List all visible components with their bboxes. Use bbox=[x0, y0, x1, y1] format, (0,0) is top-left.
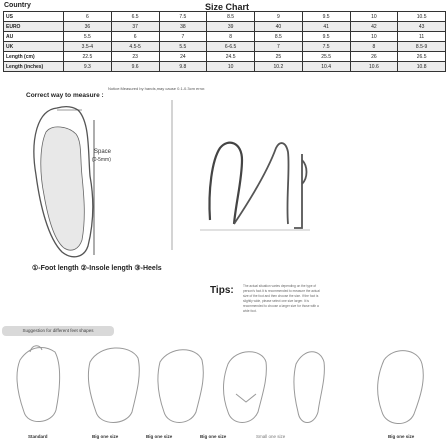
row-label: Length (inches) bbox=[4, 62, 64, 72]
table-cell: 9.5 bbox=[302, 32, 350, 42]
foot-shape-high-instep bbox=[158, 350, 203, 423]
table-cell: 39 bbox=[207, 22, 255, 32]
foot-shape-standard bbox=[17, 346, 60, 422]
suggestion-banner: Suggestion for different feet shapes bbox=[2, 326, 114, 336]
table-cell: 7 bbox=[255, 42, 303, 52]
table-cell: 7.5 bbox=[302, 42, 350, 52]
table-cell: 25.5 bbox=[302, 52, 350, 62]
row-label: US bbox=[4, 12, 64, 22]
table-cell: 6-6.5 bbox=[207, 42, 255, 52]
table-cell: 7.5 bbox=[159, 12, 207, 22]
foot-label-narrow: Small one size bbox=[256, 434, 286, 439]
table-cell: 8.5 bbox=[255, 32, 303, 42]
tips-label: Tips: bbox=[210, 285, 234, 296]
foot-shape-narrow bbox=[294, 352, 325, 423]
foot-shape-bunion bbox=[378, 351, 424, 424]
table-cell: 10 bbox=[350, 12, 398, 22]
foot-measurement-diagram bbox=[22, 100, 172, 265]
table-row bbox=[4, 12, 446, 22]
table-cell: 10.8 bbox=[398, 62, 446, 72]
table-cell: 6 bbox=[111, 32, 159, 42]
table-cell: 8 bbox=[207, 32, 255, 42]
table-cell: 5.5 bbox=[64, 32, 112, 42]
foot-label-standard: Standard bbox=[28, 434, 48, 439]
table-cell: 8.5-9 bbox=[398, 42, 446, 52]
table-cell: 41 bbox=[302, 22, 350, 32]
table-cell: 5.5 bbox=[159, 42, 207, 52]
table-cell: 43 bbox=[398, 22, 446, 32]
foot-label-bunion: Big one size bbox=[388, 434, 415, 439]
table-cell: 24 bbox=[159, 52, 207, 62]
country-header: Country bbox=[4, 2, 31, 9]
table-cell: 10 bbox=[207, 62, 255, 72]
foot-label-high-instep: Big one size bbox=[146, 434, 173, 439]
table-cell: 37 bbox=[111, 22, 159, 32]
table-row bbox=[4, 32, 446, 42]
table-row bbox=[4, 52, 446, 62]
table-cell: 36 bbox=[64, 22, 112, 32]
foot-label-wide: Big one size bbox=[92, 434, 119, 439]
foot-label-flat: Big one size bbox=[200, 434, 227, 439]
foot-shape-flat bbox=[224, 352, 267, 423]
table-cell: 10.6 bbox=[350, 62, 398, 72]
table-cell: 4.5-5 bbox=[111, 42, 159, 52]
notice-text: Notice:Measured by hands,may cause 0.1-0.3cm error. bbox=[108, 86, 206, 91]
table-cell: 38 bbox=[159, 22, 207, 32]
table-cell: 9.3 bbox=[64, 62, 112, 72]
row-label: EURO bbox=[4, 22, 64, 32]
shoe-sketch bbox=[190, 120, 440, 260]
table-cell: 26 bbox=[350, 52, 398, 62]
table-cell: 10.5 bbox=[398, 12, 446, 22]
heel-counter bbox=[209, 143, 242, 224]
size-chart-title: Size Chart bbox=[205, 2, 250, 12]
table-cell: 42 bbox=[350, 22, 398, 32]
table-cell: 10.2 bbox=[255, 62, 303, 72]
table-cell: 9 bbox=[255, 12, 303, 22]
row-label: Length (cm) bbox=[4, 52, 64, 62]
table-cell: 8 bbox=[350, 42, 398, 52]
table-cell: 6 bbox=[64, 12, 112, 22]
table-cell: 6.5 bbox=[111, 12, 159, 22]
table-cell: 26.5 bbox=[398, 52, 446, 62]
space-value: (0-5mm) bbox=[92, 157, 111, 163]
table-row bbox=[4, 42, 446, 52]
table-cell: 9.5 bbox=[302, 12, 350, 22]
table-cell: 10 bbox=[350, 32, 398, 42]
table-cell: 25 bbox=[255, 52, 303, 62]
table-cell: 11 bbox=[398, 32, 446, 42]
table-row bbox=[4, 22, 446, 32]
table-cell: 24.5 bbox=[207, 52, 255, 62]
foot-shapes-row bbox=[0, 340, 448, 430]
table-cell: 3.5-4 bbox=[64, 42, 112, 52]
divider-line bbox=[170, 100, 174, 250]
table-cell: 9.8 bbox=[159, 62, 207, 72]
size-table bbox=[3, 11, 446, 72]
table-row bbox=[4, 62, 446, 72]
row-label: AU bbox=[4, 32, 64, 42]
row-label: UK bbox=[4, 42, 64, 52]
table-cell: 22.5 bbox=[64, 52, 112, 62]
correct-way-heading: Correct way to measure : bbox=[26, 92, 104, 99]
table-cell: 10.4 bbox=[302, 62, 350, 72]
measurement-legend: ①-Foot length ②-Insole length ③-Heels bbox=[32, 265, 162, 272]
table-cell: 7 bbox=[159, 32, 207, 42]
heel-post bbox=[294, 154, 302, 228]
table-cell: 40 bbox=[255, 22, 303, 32]
space-label: Space bbox=[94, 149, 112, 155]
tips-text: The actual situation varies depending on the type of person's foot.It is recommended to measure the actual size of the foot and then choose the size. If the foot is slightly wide, please select one size larger. It is recommended to choose a larger size for those with a wide foot. bbox=[243, 284, 320, 313]
foot-shape-wide bbox=[88, 348, 139, 423]
foot-shape bbox=[41, 127, 85, 250]
table-cell: 8.5 bbox=[207, 12, 255, 22]
table-cell: 9.6 bbox=[111, 62, 159, 72]
table-cell: 23 bbox=[111, 52, 159, 62]
